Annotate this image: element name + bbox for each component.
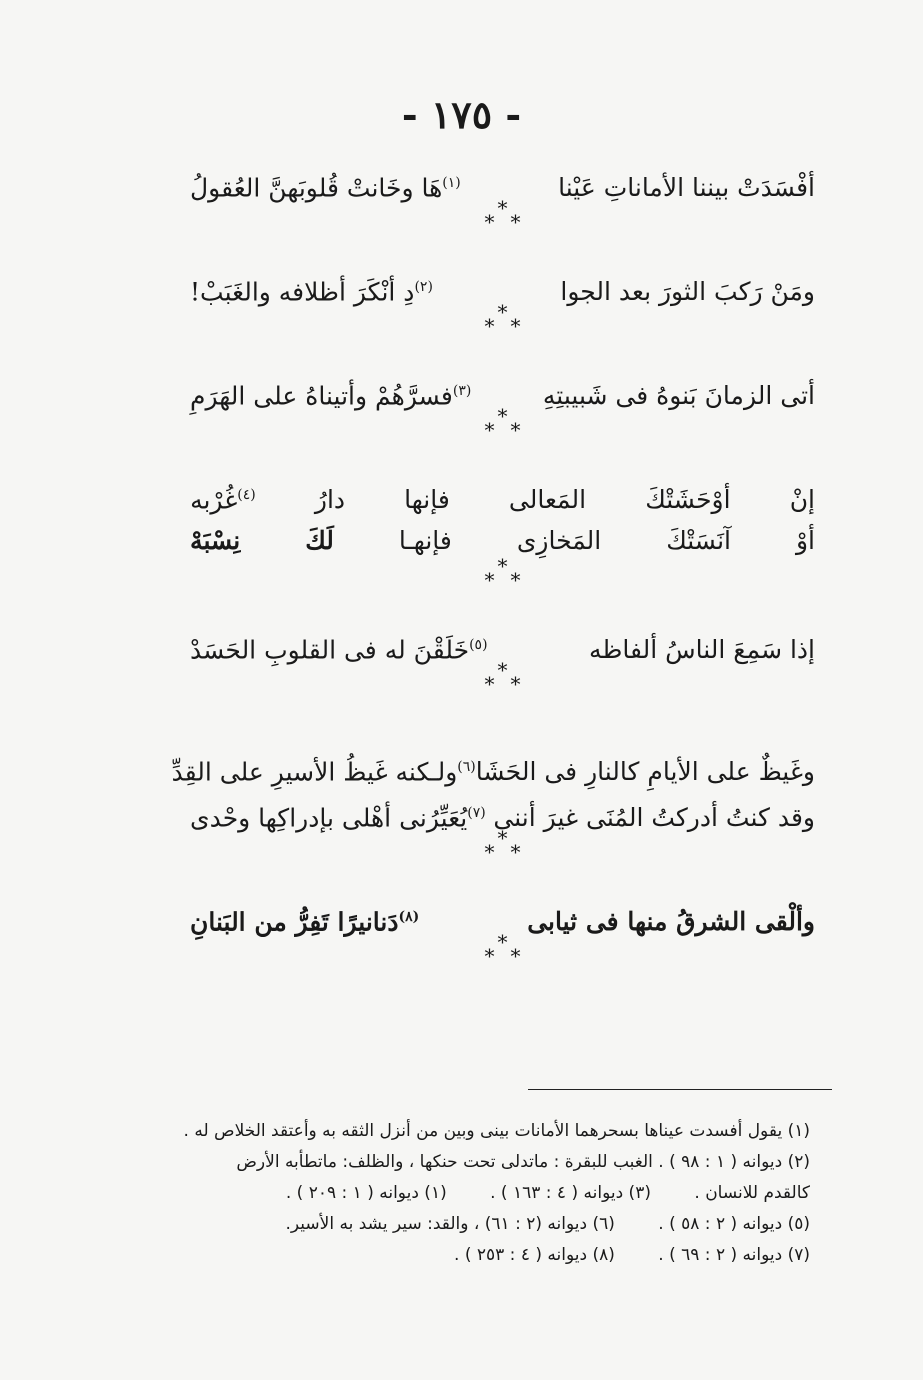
verse-word: نِسْبَهْ bbox=[190, 526, 241, 555]
footnotes bbox=[180, 1116, 810, 1271]
separator-stars: *** bbox=[484, 554, 521, 592]
footnote-line bbox=[180, 1209, 810, 1240]
verse-first-hemistich: أتى الزمانَ بَنوهُ فى شَبيبتِهِ bbox=[542, 381, 815, 411]
verse-first-hemistich: وألْقى الشرقُ منها فى ثيابى bbox=[527, 907, 815, 937]
verse-word: $^{(٤)}$غُرْبه bbox=[190, 485, 256, 515]
footnote-ref: (٥) bbox=[469, 637, 488, 653]
verse-second-hemistich: $^{(١)}$هَا وخَانتْ قُلوبَهنَّ العُقولُ bbox=[190, 173, 461, 203]
footnote-line bbox=[180, 1178, 810, 1209]
verse-word: فإنها bbox=[404, 485, 450, 515]
verse-second-hemistich: $^{(٥)}$خَلَقْنَ له فى القلوبِ الحَسَدْ bbox=[190, 635, 488, 665]
footnote-ref: (٨) bbox=[398, 909, 420, 925]
verse-word: آنَسَتْكَ bbox=[666, 526, 732, 555]
verses-block bbox=[171, 160, 815, 998]
separator-stars: *** bbox=[484, 826, 521, 864]
footnote-line: (١) يقول أفسدت عيناها بسحرهما الأمانات بينى وبين من أنزل الثقه به وأعتقد الخلاص له . bbox=[183, 1121, 810, 1141]
verse-first-hemistich: ومَنْ رَكبَ الثورَ بعد الجوا bbox=[560, 277, 815, 307]
separator-stars: *** bbox=[484, 196, 521, 234]
verse-first-hemistich: وغَيظٌ على الأيامِ كالنارِ فى الحَشَا bbox=[475, 757, 815, 787]
footnote-item: (٦) ديوانه (٢ : ٦١) ، والقد: سير يشد به الأسير. bbox=[285, 1214, 615, 1234]
verse-line bbox=[171, 744, 815, 790]
separator-stars: *** bbox=[484, 404, 521, 442]
verse-second-hemistich: $^{(٧)}$يُعَيِّرُنى أهْلى بإدراكِها وحْدى bbox=[190, 803, 486, 833]
verse-word: المَخازِى bbox=[516, 526, 602, 555]
separator-stars: *** bbox=[484, 930, 521, 968]
verse-line bbox=[190, 472, 815, 518]
footnote-ref: (٢) bbox=[414, 279, 433, 295]
footnote-ref: (١) bbox=[442, 175, 461, 191]
separator-stars: *** bbox=[484, 658, 521, 696]
footnote-ref: (٧) bbox=[467, 805, 486, 821]
verse-word: أوْ bbox=[795, 526, 815, 555]
footnote-item: (٣) ديوانه ( ٤ : ١٦٣ ) . bbox=[490, 1183, 651, 1203]
footnote-divider bbox=[528, 1089, 832, 1090]
page-number: - ١٧٥ - bbox=[401, 92, 522, 137]
verse-first-hemistich: وقد كنتُ أدركتُ المُنَى غيرَ أننى bbox=[493, 803, 815, 833]
footnote-line: (٢) ديوانه ( ١ : ٩٨ ) . الغبب للبقرة : ماتدلى تحت حنكها ، والظلف: ماتطأبه الأرض bbox=[236, 1152, 810, 1172]
footnote-ref: (٣) bbox=[452, 383, 472, 399]
verse-word: دارُ bbox=[314, 485, 346, 515]
verse-first-hemistich: أفْسَدَتْ بيننا الأماناتِ عَيْنا bbox=[558, 173, 815, 203]
verse-word: أوْحَشَتْكَ bbox=[645, 485, 731, 515]
footnote-item: كالقدم للانسان . bbox=[694, 1183, 810, 1203]
verse-second-hemistich: $^{(٨)}$دَنانيرًا تَفِرُّ من البَنانِ bbox=[190, 907, 420, 937]
footnote-ref: (٤) bbox=[237, 487, 256, 503]
verse-word: لَكَ bbox=[305, 526, 334, 555]
footnote-item: (٨) ديوانه ( ٤ : ٢٥٣ ) . bbox=[454, 1245, 615, 1265]
footnote-line bbox=[180, 1240, 810, 1271]
footnote-item: (١) ديوانه ( ١ : ٢٠٩ ) . bbox=[285, 1183, 447, 1203]
verse-word: المَعالى bbox=[508, 485, 587, 515]
verse-second-hemistich: $^{(٦)}$ولـكنه غَيظُ الأسيرِ على القِدِّ bbox=[171, 757, 476, 787]
footnote-item: (٥) ديوانه ( ٢ : ٥٨ ) . bbox=[658, 1214, 810, 1234]
verse-first-hemistich: إذا سَمِعَ الناسُ ألفاظه bbox=[589, 635, 815, 665]
footnote-item: (٧) ديوانه ( ٢ : ٦٩ ) . bbox=[658, 1245, 810, 1265]
verse-second-hemistich: $^{(٢)}$دِ أنْكَرَ أظلافه والغَبَبْ! bbox=[190, 277, 433, 307]
verse-word: إنْ bbox=[789, 485, 815, 515]
verse-second-hemistich: $^{(٣)}$فسرَّهُمْ وأتيناهُ على الهَرَمِ bbox=[190, 381, 472, 411]
verse-word: فإنهـا bbox=[398, 526, 452, 555]
separator-stars: *** bbox=[484, 300, 521, 338]
footnote-ref: (٦) bbox=[457, 759, 476, 775]
